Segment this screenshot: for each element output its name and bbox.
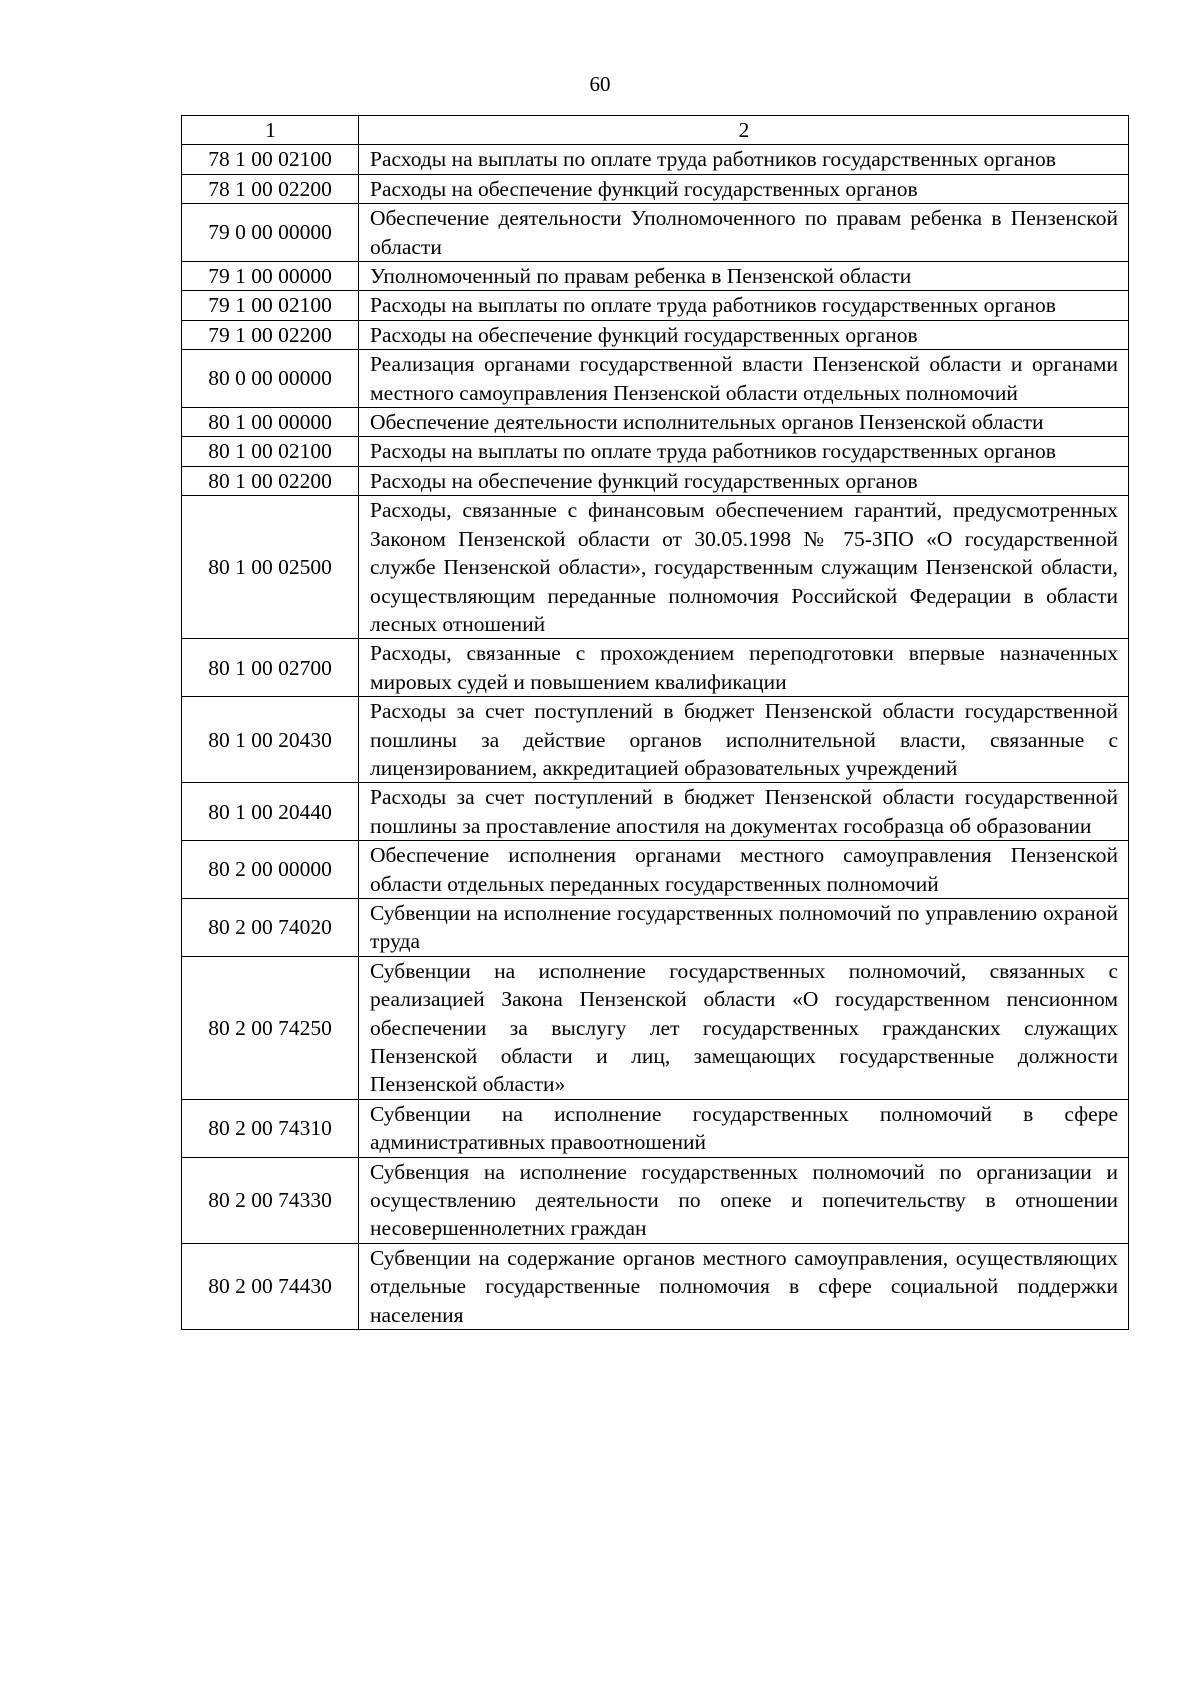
classification-code: 80 2 00 74310 [182, 1099, 359, 1157]
table-row [182, 898, 1129, 956]
classification-code: 78 1 00 02100 [182, 145, 359, 174]
table-row [182, 408, 1129, 437]
classification-code: 80 1 00 02700 [182, 639, 359, 697]
column-header-description: 2 [359, 116, 1129, 145]
expense-description: Расходы на выплаты по оплате труда работников государственных органов [359, 437, 1129, 466]
classification-code: 79 1 00 02200 [182, 320, 359, 349]
table-row [182, 496, 1129, 639]
expense-description: Расходы за счет поступлений в бюджет Пензенской области государственной пошлины за проставление апостиля на документах гособразца об образовании [359, 783, 1129, 841]
classification-code: 80 0 00 00000 [182, 350, 359, 408]
expense-description: Расходы на выплаты по оплате труда работников государственных органов [359, 291, 1129, 320]
table-header-row [182, 116, 1129, 145]
classification-code: 80 1 00 02500 [182, 496, 359, 639]
expense-description: Обеспечение деятельности Уполномоченного по правам ребенка в Пензенской области [359, 204, 1129, 262]
table-row [182, 466, 1129, 495]
classification-code: 80 2 00 00000 [182, 841, 359, 899]
table-row [182, 291, 1129, 320]
expense-description: Расходы, связанные с финансовым обеспечением гарантий, предусмотренных Законом Пензенской области от 30.05.1998 № 75-ЗПО «О государственной службе Пензенской области», государственным служащим Пензенской области, осуществляющим переданные полномочия Российской Федерации в области лесных отношений [359, 496, 1129, 639]
expense-description: Субвенции на содержание органов местного самоуправления, осуществляющих отдельные государственные полномочия в сфере социальной поддержки населения [359, 1243, 1129, 1329]
table-row [182, 262, 1129, 291]
table-row [182, 350, 1129, 408]
expense-description: Расходы на обеспечение функций государственных органов [359, 466, 1129, 495]
expense-description: Субвенции на исполнение государственных полномочий, связанных с реализацией Закона Пензенской области «О государственном пенсионном обеспечении за выслугу лет государственных гражданских служащих Пензенской области и лиц, замещающих государственные должности Пензенской области» [359, 956, 1129, 1099]
classification-code: 79 0 00 00000 [182, 204, 359, 262]
page-number: 60 [589, 72, 611, 96]
classification-code: 80 2 00 74430 [182, 1243, 359, 1329]
classification-code: 80 2 00 74250 [182, 956, 359, 1099]
expense-description: Субвенции на исполнение государственных полномочий по управлению охраной труда [359, 898, 1129, 956]
classification-code: 79 1 00 00000 [182, 262, 359, 291]
expense-description: Расходы, связанные с прохождением переподготовки впервые назначенных мировых судей и повышением квалификации [359, 639, 1129, 697]
table-row [182, 697, 1129, 783]
expense-description: Расходы на выплаты по оплате труда работников государственных органов [359, 145, 1129, 174]
classification-code: 80 1 00 02100 [182, 437, 359, 466]
expense-description: Расходы на обеспечение функций государственных органов [359, 174, 1129, 203]
table-row [182, 1157, 1129, 1243]
table-row [182, 1099, 1129, 1157]
classification-code: 80 1 00 20430 [182, 697, 359, 783]
classification-code: 80 2 00 74330 [182, 1157, 359, 1243]
classification-code: 78 1 00 02200 [182, 174, 359, 203]
table-row [182, 204, 1129, 262]
table-row [182, 174, 1129, 203]
table-row [182, 639, 1129, 697]
expense-description: Обеспечение деятельности исполнительных органов Пензенской области [359, 408, 1129, 437]
table-row [182, 437, 1129, 466]
expense-description: Субвенции на исполнение государственных полномочий в сфере административных правоотношений [359, 1099, 1129, 1157]
table-row [182, 145, 1129, 174]
budget-code-table [181, 115, 1129, 1330]
column-header-code: 1 [182, 116, 359, 145]
table-row [182, 956, 1129, 1099]
classification-code: 80 2 00 74020 [182, 898, 359, 956]
table-row [182, 1243, 1129, 1329]
table-row [182, 783, 1129, 841]
expense-description: Обеспечение исполнения органами местного самоуправления Пензенской области отдельных переданных государственных полномочий [359, 841, 1129, 899]
expense-description: Субвенция на исполнение государственных полномочий по организации и осуществлению деятельности по опеке и попечительству в отношении несовершеннолетних граждан [359, 1157, 1129, 1243]
classification-code: 80 1 00 02200 [182, 466, 359, 495]
table-body [182, 145, 1129, 1330]
classification-code: 80 1 00 00000 [182, 408, 359, 437]
expense-description: Реализация органами государственной власти Пензенской области и органами местного самоуправления Пензенской области отдельных полномочий [359, 350, 1129, 408]
table-row [182, 841, 1129, 899]
classification-code: 79 1 00 02100 [182, 291, 359, 320]
expense-description: Расходы за счет поступлений в бюджет Пензенской области государственной пошлины за действие органов исполнительной власти, связанные с лицензированием, аккредитацией образовательных учреждений [359, 697, 1129, 783]
expense-description: Расходы на обеспечение функций государственных органов [359, 320, 1129, 349]
classification-code: 80 1 00 20440 [182, 783, 359, 841]
expense-description: Уполномоченный по правам ребенка в Пензенской области [359, 262, 1129, 291]
table-row [182, 320, 1129, 349]
